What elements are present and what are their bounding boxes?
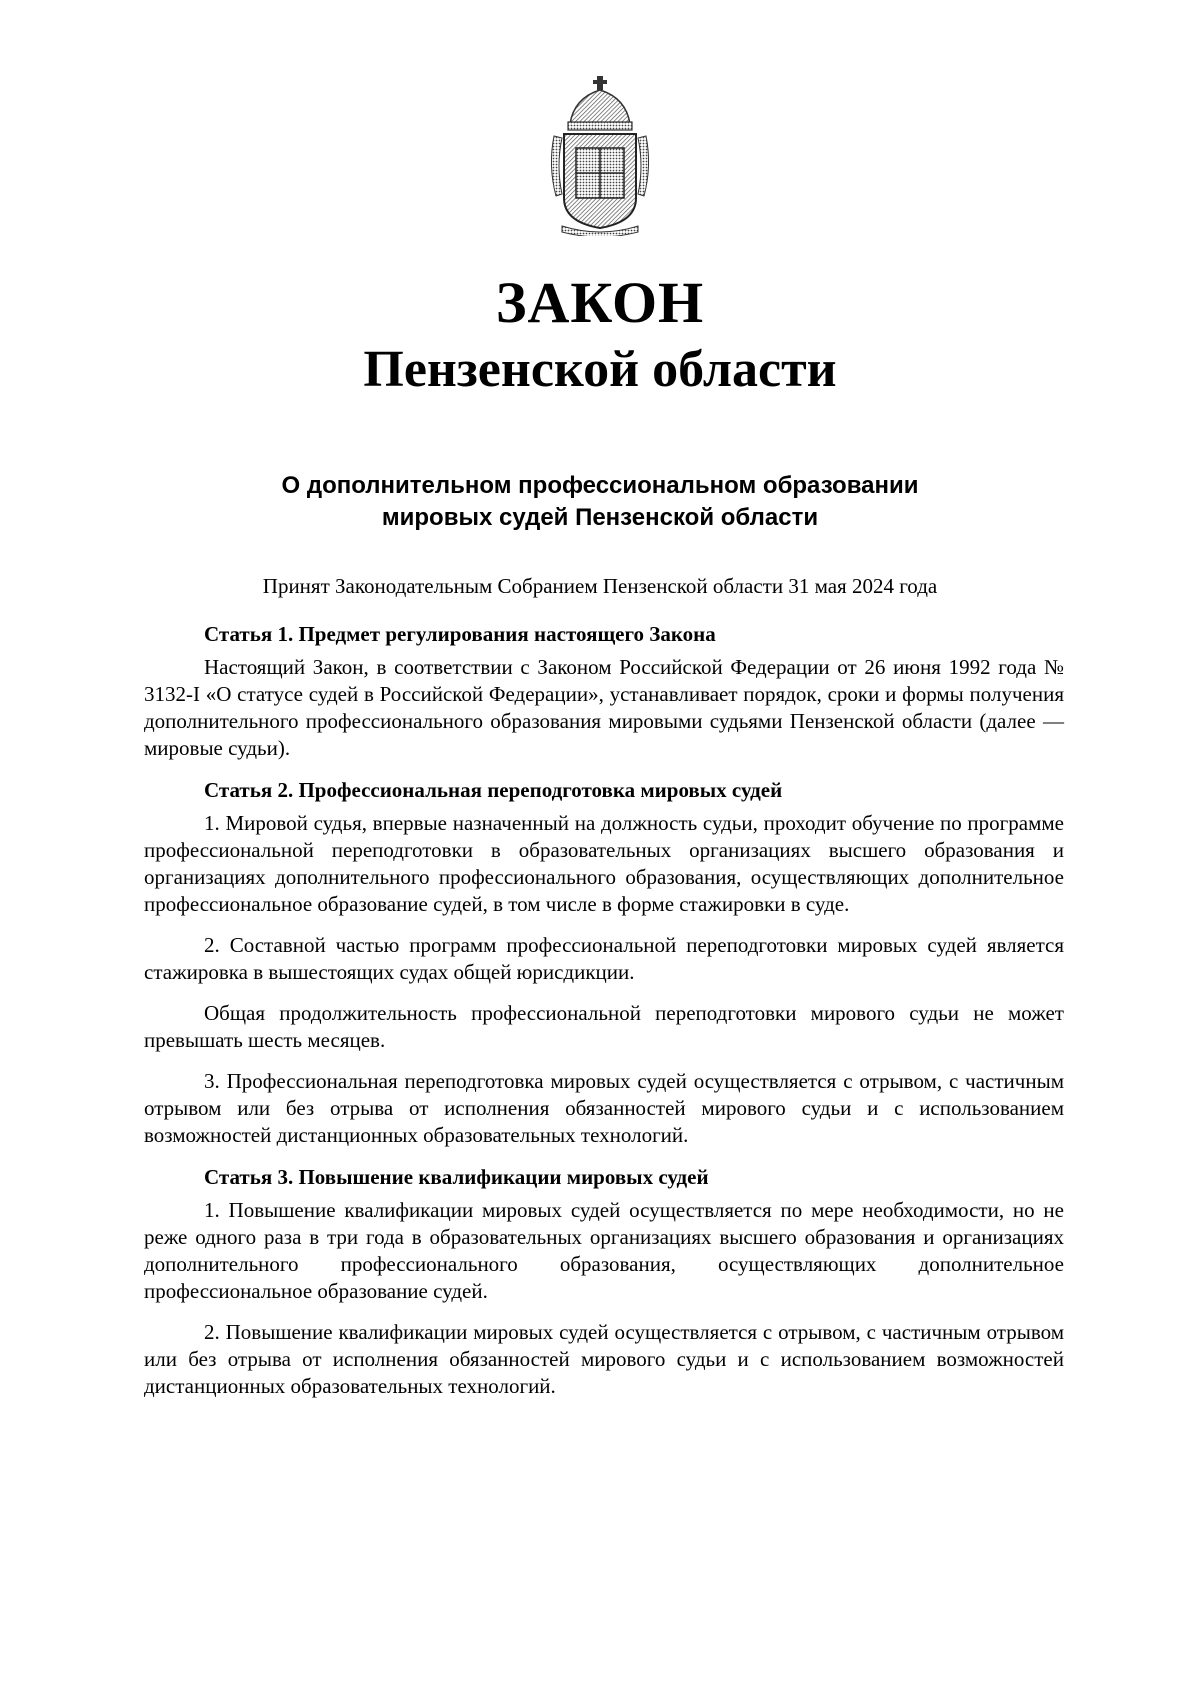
- article-heading: Статья 3. Повышение квалификации мировых судей: [204, 1165, 709, 1189]
- law-region: Пензенской области: [363, 341, 837, 398]
- article-paragraph: 2. Составной частью программ профессиональной переподготовки мировых судей является стажировка в вышестоящих судах общей юрисдикции.: [144, 933, 1064, 984]
- law-subject-line-1: О дополнительном профессиональном образовании: [281, 472, 919, 499]
- article-heading: Статья 1. Предмет регулирования настоящего Закона: [204, 622, 716, 646]
- article-paragraph: Общая продолжительность профессиональной переподготовки мирового судьи не может превышать шесть месяцев.: [144, 1001, 1064, 1052]
- coat-of-arms-icon: [540, 76, 660, 236]
- article-heading: Статья 2. Профессиональная переподготовка мировых судей: [204, 778, 783, 802]
- law-subject-line-2: мировых судей Пензенской области: [381, 504, 819, 531]
- law-subject: [150, 470, 1050, 534]
- article-paragraph: 2. Повышение квалификации мировых судей осуществляется с отрывом, с частичным отрывом или без отрыва от исполнения обязанностей мирового судьи и с использованием возможностей дистанционных образовательных технологий.: [144, 1320, 1064, 1398]
- article-3: [144, 1163, 1064, 1400]
- article-paragraph: Настоящий Закон, в соответствии с Законом Российской Федерации от 26 июня 1992 года № 3132-I «О статусе судей в Российской Федерации», устанавливает порядок, сроки и формы получения дополнительного профессионального образования мировыми судьями Пензенской области (далее — мировые судьи).: [144, 655, 1064, 760]
- article-paragraph: 3. Профессиональная переподготовка мировых судей осуществляется с отрывом, с частичным отрывом или без отрыва от исполнения обязанностей мирового судьи и с использованием возможностей дистанционных образовательных технологий.: [144, 1069, 1064, 1147]
- article-1: [144, 620, 1064, 762]
- article-paragraph: 1. Мировой судья, впервые назначенный на должность судьи, проходит обучение по программе профессиональной переподготовки в образовательных организациях высшего образования и организациях дополнительного профессионального образования, осуществляющих дополнительное профессиональное образование судей, в том числе в форме стажировки в суде.: [144, 811, 1064, 916]
- article-paragraph: 1. Повышение квалификации мировых судей осуществляется по мере необходимости, но не реже одного раза в три года в образовательных организациях высшего образования и организациях дополнительного профессионального образования, осуществляющих дополнительное профессиональное образование судей.: [144, 1198, 1064, 1303]
- adoption-statement: Принят Законодательным Собранием Пензенской области 31 мая 2024 года: [262, 574, 938, 598]
- law-title: ЗАКОН: [495, 270, 705, 335]
- law-body: [144, 620, 1064, 1414]
- article-2: [144, 776, 1064, 1149]
